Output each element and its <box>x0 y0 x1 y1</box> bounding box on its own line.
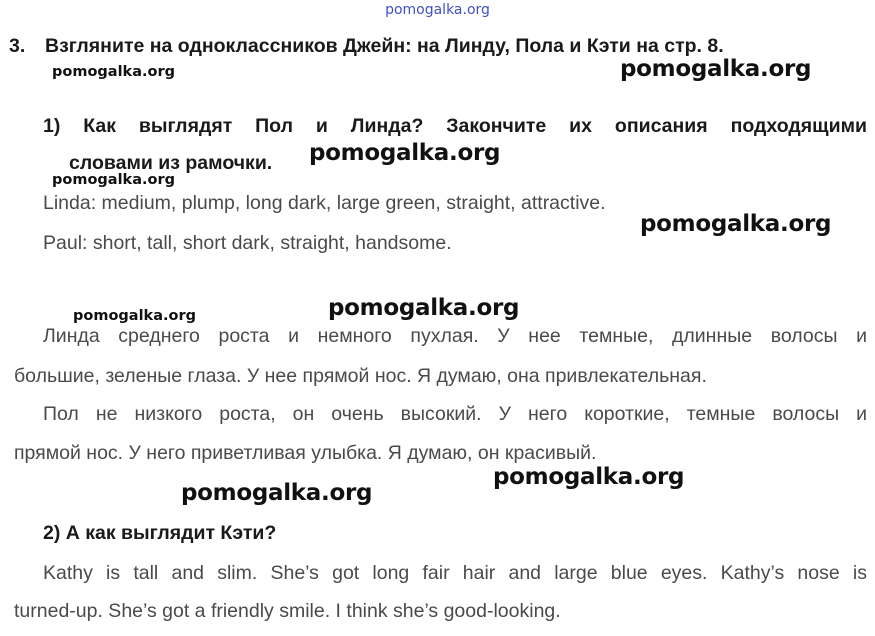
linda-words: Linda: medium, plump, long dark, large green, straight, attractive. <box>43 192 606 214</box>
watermark: pomogalka.org <box>309 140 501 166</box>
paul-words: Paul: short, tall, short dark, straight, handsome. <box>43 232 452 254</box>
kathy-answer-line1: Kathy is tall and slim. She’s got long fair hair and large blue eyes. Kathy’s nose is <box>43 562 867 584</box>
kathy-answer-line2: turned-up. She’s got a friendly smile. I think she’s good-looking. <box>14 600 561 622</box>
watermark: pomogalka.org <box>181 480 373 506</box>
watermark: pomogalka.org <box>52 64 175 80</box>
watermark: pomogalka.org <box>620 56 812 82</box>
watermark: pomogalka.org <box>493 464 685 490</box>
paul-ru-line2: прямой нос. У него приветливая улыбка. Я думаю, он красивый. <box>14 442 597 464</box>
watermark: pomogalka.org <box>52 172 175 188</box>
watermark-top: pomogalka.org <box>385 2 490 18</box>
paul-ru-line1: Пол не низкого роста, он очень высокий. У него короткие, темные волосы и <box>43 403 867 425</box>
part1-prompt-line2: словами из рамочки. <box>69 152 273 174</box>
linda-ru-line2: большие, зеленые глаза. У нее прямой нос. Я думаю, она привлекательная. <box>14 365 707 387</box>
task-heading: Взгляните на одноклассников Джейн: на Линду, Пола и Кэти на стр. 8. <box>45 35 724 57</box>
watermark: pomogalka.org <box>328 295 520 321</box>
part2-prompt: 2) А как выглядит Кэти? <box>43 522 277 544</box>
watermark: pomogalka.org <box>640 211 832 237</box>
task-number: 3. <box>9 35 26 57</box>
watermark: pomogalka.org <box>73 308 196 324</box>
linda-ru-line1: Линда среднего роста и немного пухлая. У нее темные, длинные волосы и <box>43 325 867 347</box>
part1-prompt-line1: 1) Как выглядят Пол и Линда? Закончите их описания подходящими <box>43 115 867 137</box>
